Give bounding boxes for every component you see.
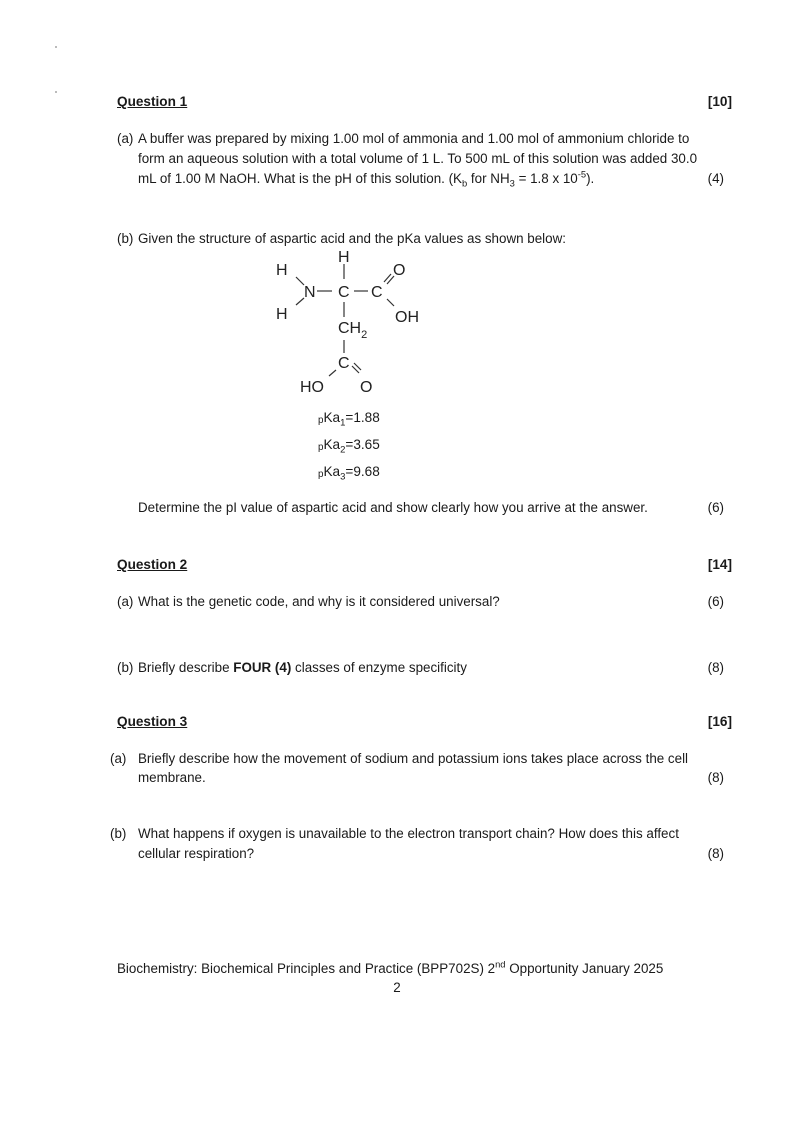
question-1-heading: Question 1 [117, 94, 188, 109]
footer-ordinal-superscript: nd [495, 959, 506, 970]
atom-c-carboxyl: C [371, 284, 383, 301]
q2b-text-after: classes of enzyme specificity [291, 660, 467, 675]
question-2-total-marks: [14] [707, 557, 732, 572]
q1b-text: Given the structure of aspartic acid and the pKa values as shown below: [138, 231, 566, 246]
q2b-text-before: Briefly describe [138, 660, 234, 675]
bond-h-n-top [296, 277, 304, 285]
pka-label: Ka [323, 437, 341, 452]
scan-speck [55, 46, 57, 48]
pka-prefix: p [318, 415, 324, 426]
q3b-line-2: cellular respiration? [138, 846, 255, 861]
scan-speck [55, 91, 57, 93]
q1b-label: (b) [117, 231, 134, 246]
pka-subscript: 1 [340, 417, 346, 429]
pka-value: =9.68 [345, 464, 380, 479]
q1a-line-1: A buffer was prepared by mixing 1.00 mol of ammonia and 1.00 mol of ammonium chloride to [138, 131, 690, 146]
q3a-line-2: membrane. [138, 770, 206, 785]
pka-label: Ka [323, 410, 341, 425]
question-1-total-marks: [10] [707, 94, 732, 109]
q3a-line-1: Briefly describe how the movement of sodium and potassium ions takes place across the cell [138, 751, 689, 766]
bond-c-ho [329, 370, 336, 376]
q1a-line-3-text: ). [586, 171, 595, 186]
atom-ch2 [338, 320, 367, 341]
atom-h-left-top: H [276, 262, 288, 279]
atom-c-alpha: C [338, 284, 350, 301]
atom-ho-side: HO [300, 379, 324, 396]
question-3-heading: Question 3 [117, 714, 188, 729]
kb-subscript: b [461, 178, 468, 189]
q1a-marks: (4) [707, 171, 724, 186]
q2b-text [138, 660, 467, 675]
q1b-marks: (6) [707, 500, 724, 515]
atom-oh: OH [395, 309, 419, 326]
q1b-instruction: Determine the pI value of aspartic acid and show clearly how you arrive at the answer. [138, 500, 648, 515]
aspartic-acid-structure [240, 245, 440, 405]
footer-opportunity-text: Opportunity January 2025 [505, 961, 664, 976]
atom-h-left-bottom: H [276, 306, 288, 323]
pka-1 [318, 410, 380, 429]
bond-c-oh [387, 299, 394, 306]
atom-o-double: O [393, 262, 406, 279]
atom-ch2-subscript: 2 [361, 329, 368, 341]
q3b-marks: (8) [707, 846, 724, 861]
pka-2 [318, 437, 380, 456]
q1a-line-3-text: = 1.8 x 10 [514, 171, 578, 186]
pka-subscript: 2 [340, 444, 346, 456]
atom-ch-text: CH [338, 320, 362, 337]
pka-prefix: p [318, 442, 324, 453]
nh3-subscript: 3 [509, 178, 515, 189]
q1a-label: (a) [117, 131, 134, 146]
atom-n: N [304, 284, 316, 301]
atom-h-top: H [338, 249, 350, 266]
q1a-line-3 [138, 169, 595, 189]
question-2-heading: Question 2 [117, 557, 188, 572]
atom-c-side: C [338, 355, 350, 372]
pka-value: =3.65 [345, 437, 380, 452]
footer-course-text: Biochemistry: Biochemical Principles and Practice (BPP702S) 2 [117, 961, 496, 976]
q1a-line-3-text: for NH [467, 171, 510, 186]
bond-h-n-bottom [296, 298, 304, 305]
q2a-marks: (6) [707, 594, 724, 609]
q2b-marks: (8) [707, 660, 724, 675]
q2b-text-bold: FOUR (4) [233, 660, 292, 675]
q2b-label: (b) [117, 660, 134, 675]
question-3-total-marks: [16] [707, 714, 732, 729]
pka-3 [318, 464, 380, 483]
page-number: 2 [393, 980, 401, 995]
pka-prefix: p [318, 469, 324, 480]
exponent-superscript: -5 [577, 169, 587, 180]
q1a-line-3-text: mL of 1.00 M NaOH. What is the pH of this solution. (K [138, 171, 462, 186]
q2a-label: (a) [117, 594, 134, 609]
pka-value: =1.88 [345, 410, 380, 425]
atom-o-side: O [360, 379, 373, 396]
q3a-label: (a) [110, 751, 127, 766]
q2a-text: What is the genetic code, and why is it considered universal? [138, 594, 500, 609]
pka-subscript: 3 [340, 471, 346, 483]
q3b-line-1: What happens if oxygen is unavailable to the electron transport chain? How does this affect [138, 826, 679, 841]
q3b-label: (b) [110, 826, 127, 841]
page-footer [117, 961, 663, 976]
q3a-marks: (8) [707, 770, 724, 785]
pka-label: Ka [323, 464, 341, 479]
q1a-line-2: form an aqueous solution with a total volume of 1 L. To 500 mL of this solution was added 30.0 [138, 151, 698, 166]
